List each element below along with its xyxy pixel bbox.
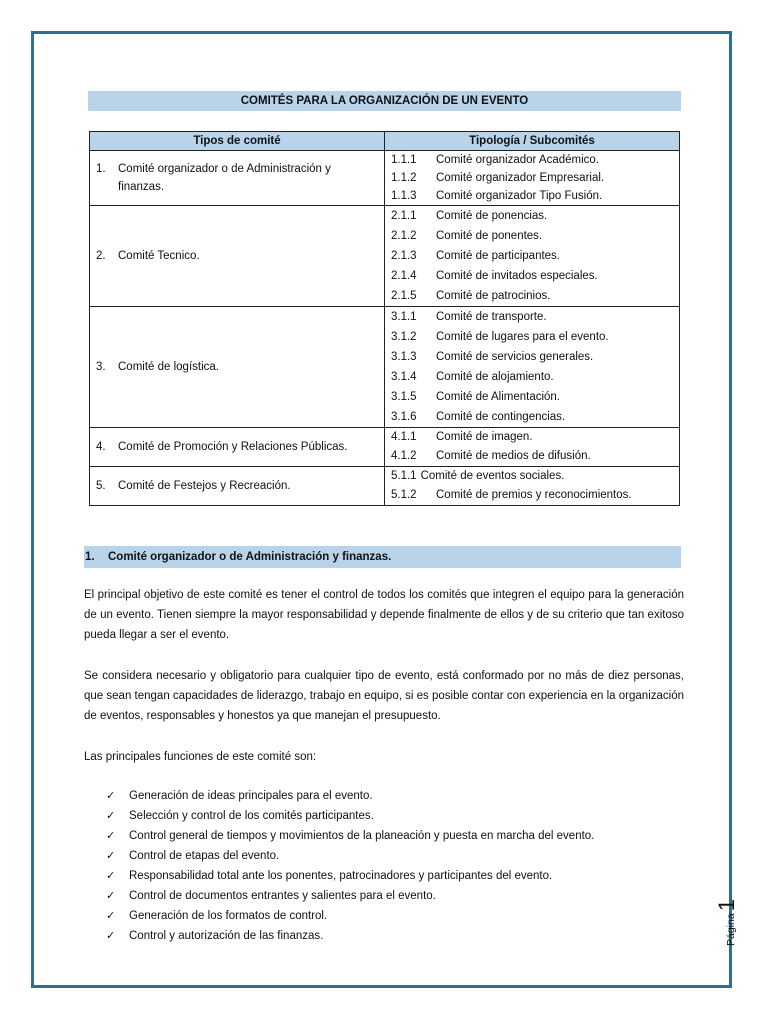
- table-header-row: [90, 132, 680, 151]
- committee-name: Comité de logística.: [118, 361, 219, 373]
- table-row: [90, 206, 680, 307]
- subcommittee-code: 3.1.6: [391, 411, 417, 423]
- check-icon: ✓: [106, 830, 116, 842]
- section-heading: [84, 546, 681, 568]
- paragraph-functions-intro: Las principales funciones de este comité son:: [84, 751, 317, 763]
- function-text: Selección y control de los comités participantes.: [129, 810, 374, 822]
- function-text: Control de etapas del evento.: [129, 850, 280, 862]
- function-text: Control de documentos entrantes y salientes para el evento.: [129, 890, 436, 902]
- committee-name: Comité de Promoción y Relaciones Públicas.: [118, 441, 348, 453]
- paragraph-objective: El principal objetivo de este comité es tener el control de todos los comités que integren el equipo para la generación de un evento. Tienen siempre la mayor responsabilidad y depende finalmente de ellos y de su criterio que tan exitoso pueda llegar a ser el evento.: [84, 589, 684, 641]
- table-row: [90, 467, 680, 506]
- subcommittee-item: [391, 246, 673, 266]
- subcommittee-item: [391, 226, 673, 246]
- subcommittee-name: Comité de transporte.: [436, 311, 547, 323]
- subcommittee-name: Comité organizador Tipo Fusión.: [436, 190, 603, 202]
- function-text: Generación de los formatos de control.: [129, 910, 328, 922]
- subcommittee-item: [391, 266, 673, 286]
- check-icon: ✓: [106, 870, 116, 882]
- committee-number: 4.: [96, 441, 106, 453]
- subcommittee-item: [391, 486, 673, 505]
- subcommittee-item: [391, 286, 673, 306]
- list-item: [106, 906, 594, 926]
- check-icon: ✓: [106, 930, 116, 942]
- section-title: Comité organizador o de Administración y finanzas.: [108, 551, 392, 563]
- list-item: [106, 806, 594, 826]
- subcommittee-code: 2.1.5: [391, 290, 417, 302]
- page-number-label: [714, 896, 744, 946]
- subcommittee-item: [391, 307, 673, 327]
- document-title: COMITÉS PARA LA ORGANIZACIÓN DE UN EVENTO: [88, 91, 681, 111]
- committee-name: Comité de Festejos y Recreación.: [118, 480, 291, 492]
- list-item: [106, 846, 594, 866]
- table-row: [90, 428, 680, 467]
- subcommittee-item: [391, 169, 673, 187]
- page-number: 1: [714, 899, 739, 912]
- subcommittee-name: Comité de participantes.: [436, 250, 561, 262]
- committee-number: 2.: [96, 250, 106, 262]
- committee-type-cell: [90, 307, 385, 428]
- committee-type-cell: [90, 206, 385, 307]
- subcommittee-name: Comité de invitados especiales.: [436, 270, 598, 282]
- table-row: [90, 151, 680, 206]
- check-icon: ✓: [106, 810, 116, 822]
- subcommittee-name: Comité organizador Académico.: [436, 154, 599, 166]
- committee-number: 3.: [96, 361, 106, 373]
- committees-table: [89, 131, 680, 506]
- subcommittee-code: 2.1.2: [391, 230, 417, 242]
- subcommittee-name: Comité de ponentes.: [436, 230, 543, 242]
- committee-type-cell: [90, 151, 385, 206]
- function-text: Generación de ideas principales para el evento.: [129, 790, 373, 802]
- list-item: [106, 826, 594, 846]
- committee-name: Comité organizador o de Administración y finanzas.: [118, 163, 331, 193]
- subcommittee-name: Comité de patrocinios.: [436, 290, 551, 302]
- list-item: [106, 866, 594, 886]
- subcommittee-item: [391, 151, 673, 169]
- subcommittee-item: [391, 187, 673, 205]
- subcommittee-name: Comité de lugares para el evento.: [436, 331, 609, 343]
- subcommittee-code: 3.1.1: [391, 311, 417, 323]
- subcommittee-cell: [385, 467, 680, 506]
- subcommittee-name: Comité de Alimentación.: [436, 391, 561, 403]
- subcommittee-cell: [385, 206, 680, 307]
- subcommittee-code: 5.1.2: [391, 489, 417, 501]
- subcommittee-code: 3.1.3: [391, 351, 417, 363]
- subcommittee-item: [391, 327, 673, 347]
- subcommittee-name: Comité de alojamiento.: [436, 371, 554, 383]
- subcommittee-code: 2.1.1: [391, 210, 417, 222]
- committee-name: Comité Tecnico.: [118, 250, 200, 262]
- subcommittee-code: 5.1.1: [391, 470, 417, 482]
- subcommittee-item: [391, 387, 673, 407]
- check-icon: ✓: [106, 790, 116, 802]
- subcommittee-code: 1.1.1: [391, 154, 417, 166]
- list-item: [106, 886, 594, 906]
- subcommittee-cell: [385, 151, 680, 206]
- check-icon: ✓: [106, 850, 116, 862]
- page-word: Página: [725, 913, 737, 946]
- subcommittee-name: Comité de servicios generales.: [436, 351, 594, 363]
- committee-number: 5.: [96, 480, 106, 492]
- committee-type-cell: [90, 467, 385, 506]
- subcommittee-item: [391, 347, 673, 367]
- list-item: [106, 926, 594, 946]
- subcommittee-name: Comité de ponencias.: [436, 210, 548, 222]
- subcommittee-name: Comité organizador Empresarial.: [436, 172, 605, 184]
- list-item: [106, 786, 594, 806]
- subcommittee-item: [391, 206, 673, 226]
- subcommittee-item: [391, 467, 673, 486]
- subcommittee-item: [391, 367, 673, 387]
- subcommittee-name: Comité de contingencias.: [436, 411, 566, 423]
- subcommittee-item: [391, 407, 673, 427]
- table-row: [90, 307, 680, 428]
- check-icon: ✓: [106, 890, 116, 902]
- subcommittee-name: Comité de premios y reconocimientos.: [436, 489, 632, 501]
- function-text: Control general de tiempos y movimientos de la planeación y puesta en marcha del evento.: [129, 830, 595, 842]
- committee-type-cell: [90, 428, 385, 467]
- subcommittee-code: 1.1.2: [391, 172, 417, 184]
- function-text: Responsabilidad total ante los ponentes, patrocinadores y participantes del evento.: [129, 870, 553, 882]
- function-text: Control y autorización de las finanzas.: [129, 930, 324, 942]
- subcommittee-item: [391, 447, 673, 466]
- subcommittee-code: 3.1.5: [391, 391, 417, 403]
- header-subcommittees: Tipología / Subcomités: [385, 132, 680, 151]
- paragraph-composition: Se considera necesario y obligatorio para cualquier tipo de evento, está conformado por no más de diez personas, que sean tengan capacidades de liderazgo, trabajo en equipo, si es posible contar con experiencia en la organización de eventos, responsables y honestos ya que manejan el presupuesto.: [84, 670, 684, 722]
- subcommittee-code: 3.1.4: [391, 371, 417, 383]
- header-types: Tipos de comité: [90, 132, 385, 151]
- subcommittee-code: 1.1.3: [391, 190, 417, 202]
- subcommittee-code: 2.1.3: [391, 250, 417, 262]
- subcommittee-item: [391, 428, 673, 447]
- subcommittee-code: 4.1.1: [391, 431, 417, 443]
- check-icon: ✓: [106, 910, 116, 922]
- subcommittee-code: 3.1.2: [391, 331, 417, 343]
- subcommittee-name: Comité de imagen.: [436, 431, 533, 443]
- subcommittee-code: 4.1.2: [391, 450, 417, 462]
- committee-number: 1.: [96, 163, 106, 175]
- subcommittee-cell: [385, 428, 680, 467]
- section-number: 1.: [85, 551, 95, 563]
- subcommittee-name: Comité de medios de difusión.: [436, 450, 591, 462]
- functions-list: [106, 786, 594, 946]
- subcommittee-name: Comité de eventos sociales.: [420, 470, 565, 482]
- subcommittee-cell: [385, 307, 680, 428]
- subcommittee-code: 2.1.4: [391, 270, 417, 282]
